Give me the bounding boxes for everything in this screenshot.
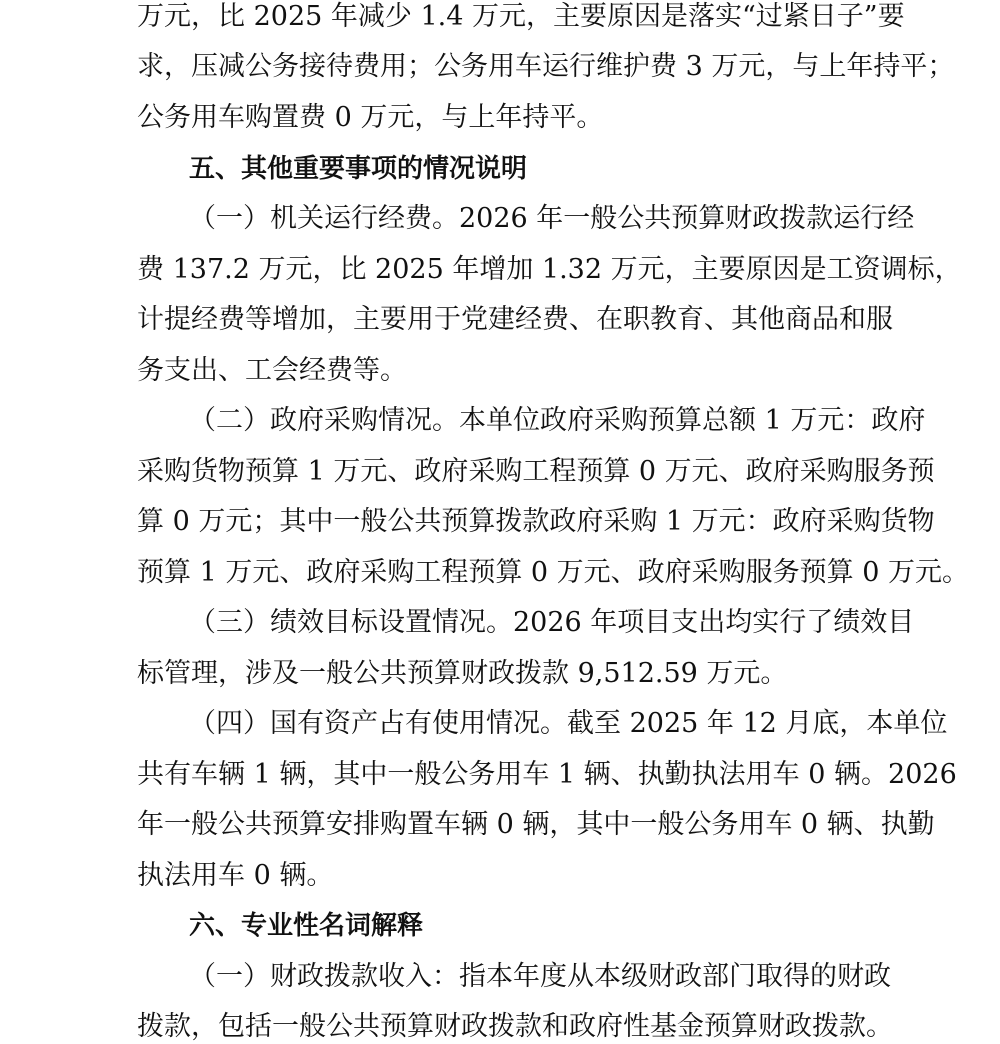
paragraph-line: 共有车辆 1 辆，其中一般公务用车 1 辆、执勤执法用车 0 辆。2026 (137, 759, 957, 790)
paragraph-line: （一）财政拨款收入：指本年度从本级财政部门取得的财政 (189, 961, 891, 992)
paragraph-line: 算 0 万元；其中一般公共预算拨款政府采购 1 万元：政府采购货物 (137, 506, 935, 537)
paragraph-line: 计提经费等增加，主要用于党建经费、在职教育、其他商品和服 (137, 304, 893, 335)
paragraph-line: 标管理，涉及一般公共预算财政拨款 9,512.59 万元。 (137, 658, 788, 689)
paragraph-line: 万元，比 2025 年减少 1.4 万元，主要原因是落实“过紧日子”要 (137, 1, 905, 32)
paragraph-line: 务支出、工会经费等。 (137, 355, 407, 386)
section-heading-glossary: 六、专业性名词解释 (189, 911, 424, 941)
paragraph-line: 采购货物预算 1 万元、政府采购工程预算 0 万元、政府采购服务预 (137, 456, 935, 487)
paragraph-line: 费 137.2 万元，比 2025 年增加 1.32 万元，主要原因是工资调标， (137, 254, 962, 285)
paragraph-line: 求，压减公务接待费用；公务用车运行维护费 3 万元，与上年持平； (137, 51, 955, 82)
paragraph-line: 执法用车 0 辆。 (137, 860, 334, 891)
paragraph-line: （二）政府采购情况。本单位政府采购预算总额 1 万元：政府 (189, 405, 926, 436)
paragraph-line: （三）绩效目标设置情况。2026 年项目支出均实行了绩效目 (189, 607, 915, 638)
paragraph-line: 年一般公共预算安排购置车辆 0 辆，其中一般公务用车 0 辆、执勤 (137, 809, 935, 840)
paragraph-line: 公务用车购置费 0 万元，与上年持平。 (137, 102, 604, 133)
section-heading-other-matters: 五、其他重要事项的情况说明 (189, 154, 528, 184)
paragraph-line: （一）机关运行经费。2026 年一般公共预算财政拨款运行经 (189, 203, 915, 234)
paragraph-line: 拨款，包括一般公共预算财政拨款和政府性基金预算财政拨款。 (137, 1011, 893, 1042)
paragraph-line: 预算 1 万元、政府采购工程预算 0 万元、政府采购服务预算 0 万元。 (137, 557, 970, 588)
paragraph-line: （四）国有资产占有使用情况。截至 2025 年 12 月底，本单位 (189, 708, 948, 739)
